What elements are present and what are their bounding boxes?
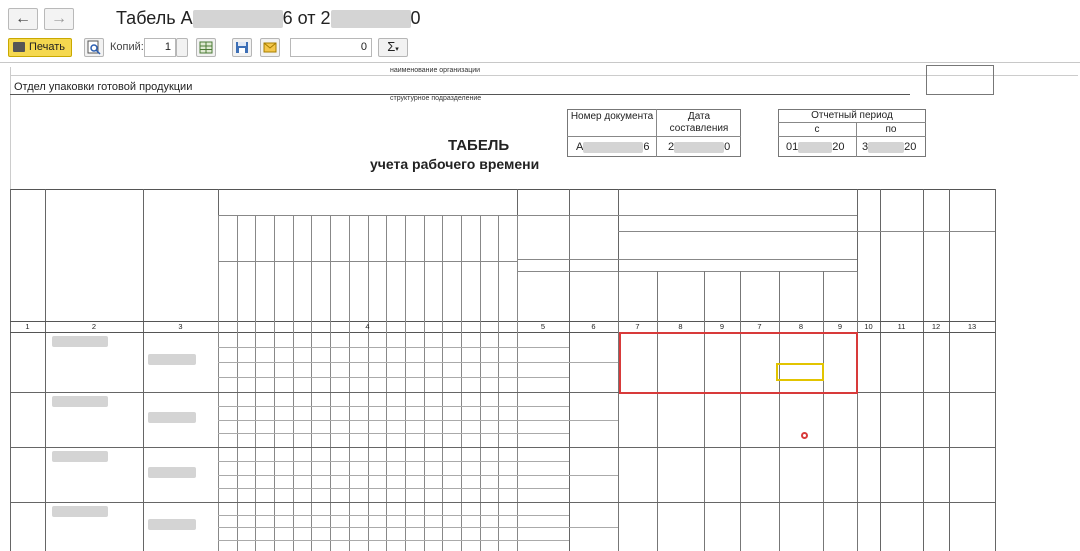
- dept-caption: структурное подразделение: [390, 95, 482, 102]
- copies-spinner[interactable]: [176, 38, 188, 57]
- column-number: 10: [864, 322, 873, 331]
- sum-value: 0: [360, 41, 367, 53]
- sum-dropdown-button[interactable]: [378, 38, 408, 57]
- back-button[interactable]: [8, 8, 38, 30]
- employee-name: [52, 506, 140, 517]
- column-number: 8: [678, 322, 683, 331]
- form-title: ТАБЕЛЬ: [448, 137, 510, 154]
- employee-tab-number: [148, 467, 214, 478]
- title-suffix: 0: [410, 8, 421, 28]
- grid-icon: [197, 39, 215, 56]
- copies-value: 1: [164, 41, 171, 53]
- form-subtitle: учета рабочего времени: [370, 156, 540, 172]
- employee-name: [52, 396, 140, 407]
- title-prefix: Табель А: [116, 8, 193, 28]
- window-title: [116, 8, 421, 29]
- send-email-button[interactable]: [260, 38, 280, 57]
- period-to-value: 3 20: [862, 141, 917, 153]
- column-number: 7: [635, 322, 640, 331]
- print-button[interactable]: [8, 38, 72, 57]
- org-code-box: [926, 65, 994, 95]
- title-middle: 6 от 2: [282, 8, 331, 28]
- forward-button[interactable]: [44, 8, 74, 30]
- envelope-icon: [261, 39, 279, 56]
- preview-button[interactable]: [84, 38, 104, 57]
- period-from-value: 01 20: [786, 141, 845, 153]
- copies-label: Копий:: [110, 41, 144, 53]
- column-number: 11: [897, 322, 906, 331]
- column-number: 7: [757, 322, 762, 331]
- column-number: 4: [365, 322, 370, 331]
- employee-tab-number: [148, 354, 214, 365]
- employee-name: [52, 451, 140, 462]
- magnifier-icon: [85, 39, 103, 56]
- employee-tab-number: [148, 519, 214, 530]
- column-number: 1: [25, 322, 30, 331]
- sum-field[interactable]: [290, 38, 372, 57]
- doc-number-header: Номер документа: [570, 111, 654, 122]
- arrow-right-icon: →: [51, 10, 67, 27]
- title-bar: [0, 0, 1080, 36]
- employee-name: [52, 336, 140, 347]
- column-number: 13: [967, 322, 977, 331]
- copies-input[interactable]: [144, 38, 176, 57]
- period-from-label: с: [814, 124, 820, 135]
- cursor-marker: [801, 432, 808, 439]
- column-number: 9: [719, 322, 725, 331]
- spreadsheet-document[interactable]: [0, 62, 1080, 551]
- period-header: Отчетный период: [811, 110, 893, 121]
- column-number: 12: [931, 322, 941, 331]
- column-number: 9: [837, 322, 843, 331]
- table-settings-button[interactable]: [196, 38, 216, 57]
- org-caption: наименование организации: [390, 67, 481, 74]
- department-name: Отдел упаковки готовой продукции: [14, 81, 193, 93]
- column-number: 5: [540, 322, 546, 331]
- doc-number-value: А 6: [576, 141, 650, 153]
- column-number: 3: [178, 322, 183, 331]
- active-cell[interactable]: [776, 363, 824, 381]
- chevron-down-icon: ▾: [395, 46, 399, 53]
- sigma-icon: Σ: [387, 39, 396, 54]
- column-number: 2: [91, 322, 97, 331]
- printer-icon: [13, 42, 25, 52]
- save-button[interactable]: [232, 38, 252, 57]
- doc-date-value: 2 0: [668, 141, 731, 153]
- arrow-left-icon: ←: [15, 10, 31, 27]
- print-label: Печать: [29, 41, 66, 53]
- column-number: 8: [798, 322, 804, 331]
- period-to-label: по: [885, 124, 897, 135]
- column-number: 6: [591, 322, 596, 331]
- employee-tab-number: [148, 412, 214, 423]
- doc-date-header: Дата составления: [669, 111, 729, 134]
- floppy-icon: [233, 39, 251, 56]
